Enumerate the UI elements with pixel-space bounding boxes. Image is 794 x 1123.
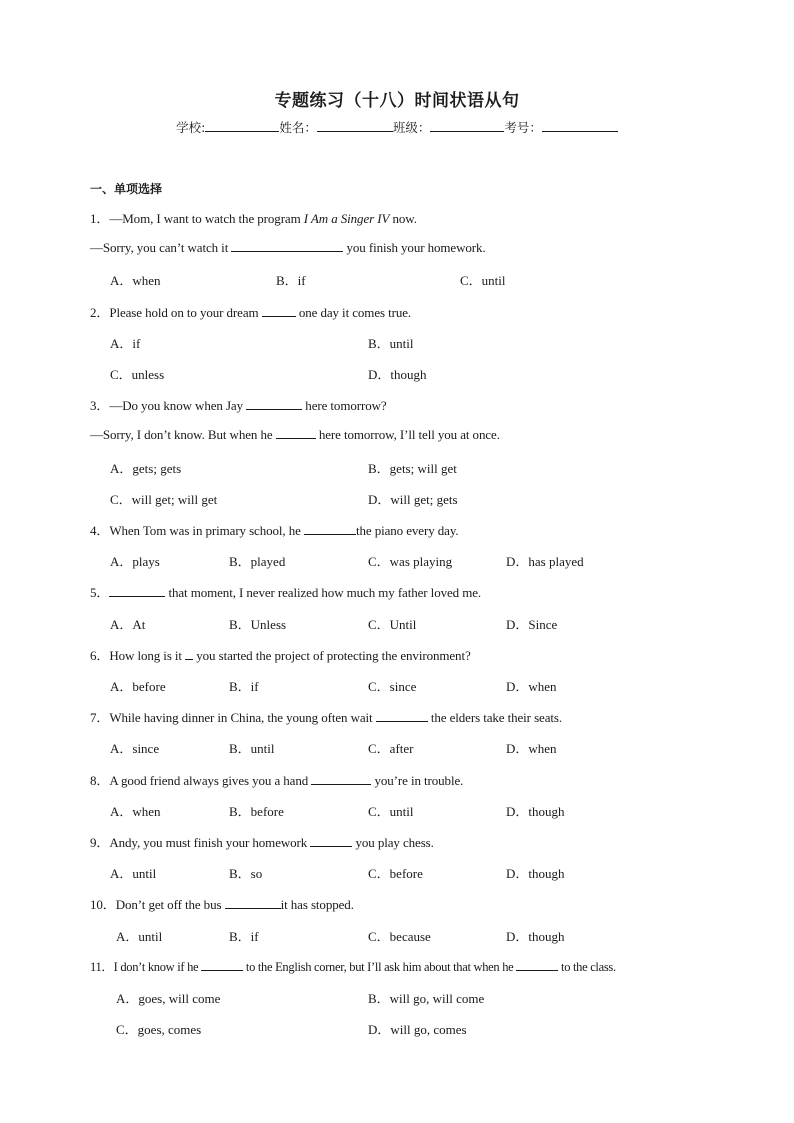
name-blank[interactable] xyxy=(317,119,393,132)
question-text: the elders take their seats. xyxy=(427,710,562,725)
class-label: 班级： xyxy=(392,120,431,135)
option-d[interactable]: D．when xyxy=(506,679,557,694)
option-a[interactable]: A．until xyxy=(116,929,163,944)
question-text: you started the project of protecting the environment? xyxy=(193,648,471,663)
option-d[interactable]: D．though xyxy=(506,866,565,881)
option-d[interactable]: D．will get; gets xyxy=(368,492,458,507)
option-a[interactable]: A．gets; gets xyxy=(110,461,182,476)
question-10 xyxy=(90,894,354,913)
question-9 xyxy=(90,832,434,851)
option-d[interactable]: D．though xyxy=(368,367,427,382)
option-d[interactable]: D．will go, comes xyxy=(368,1022,467,1037)
option-a[interactable]: A．before xyxy=(110,679,166,694)
answer-blank[interactable] xyxy=(109,584,165,597)
option-b[interactable]: B．Unless xyxy=(229,617,287,632)
question-number: 5． xyxy=(90,585,110,600)
option-c[interactable]: C．until xyxy=(368,804,414,819)
question-2 xyxy=(90,302,411,321)
option-c[interactable]: C．unless xyxy=(110,367,165,382)
option-a[interactable]: A．since xyxy=(110,741,160,756)
question-text: A good friend always gives you a hand xyxy=(109,773,312,788)
option-a[interactable]: A．until xyxy=(110,866,157,881)
question-number: 7． xyxy=(90,710,110,725)
page-title: 专题练习（十八）时间状语从句 xyxy=(274,91,520,111)
question-7 xyxy=(90,707,562,726)
question-text: How long is it xyxy=(109,648,186,663)
question-11 xyxy=(90,957,616,975)
option-b[interactable]: B．played xyxy=(229,554,286,569)
program-title: I Am a Singer IV xyxy=(303,211,390,226)
option-b[interactable]: B．before xyxy=(229,804,284,819)
option-b[interactable]: B．until xyxy=(368,336,414,351)
question-text: you’re in trouble. xyxy=(371,773,464,788)
question-number: 3． xyxy=(90,398,110,413)
question-text: I don’t know if he xyxy=(113,960,202,974)
exam-no-label: 考号： xyxy=(504,120,542,135)
option-b[interactable]: B．gets; will get xyxy=(368,461,457,476)
question-text: —Do you know when Jay xyxy=(109,398,247,413)
question-text: to the class. xyxy=(558,960,616,974)
school-blank[interactable] xyxy=(205,119,279,132)
question-number: 6． xyxy=(90,648,110,663)
question-text: you finish your homework. xyxy=(343,240,486,255)
question-5 xyxy=(90,582,481,601)
question-text: While having dinner in China, the young often wait xyxy=(109,710,376,725)
answer-blank[interactable] xyxy=(201,958,243,971)
answer-blank[interactable] xyxy=(246,397,302,410)
question-8 xyxy=(90,770,463,789)
answer-blank[interactable] xyxy=(225,896,281,909)
question-text: —Sorry, you can’t watch it xyxy=(90,240,232,255)
school-label: 学校: xyxy=(176,120,206,135)
option-d[interactable]: D．when xyxy=(506,741,557,756)
section-title: 一、单项选择 xyxy=(90,182,163,196)
option-b[interactable]: B．until xyxy=(229,741,275,756)
question-text: to the English corner, but I’ll ask him about that when he xyxy=(243,960,517,974)
answer-blank[interactable] xyxy=(262,304,296,317)
option-c[interactable]: C．goes, comes xyxy=(116,1022,202,1037)
option-a[interactable]: A．when xyxy=(110,273,161,288)
question-text: now. xyxy=(389,211,417,226)
question-text: Andy, you must finish your homework xyxy=(109,835,311,850)
option-c[interactable]: C．after xyxy=(368,741,414,756)
question-number: 11． xyxy=(90,960,114,974)
option-c[interactable]: C．Until xyxy=(368,617,417,632)
option-d[interactable]: D．has played xyxy=(506,554,584,569)
answer-blank[interactable] xyxy=(376,709,428,722)
option-c[interactable]: C．was playing xyxy=(368,554,453,569)
question-number: 4． xyxy=(90,523,110,538)
class-blank[interactable] xyxy=(430,119,504,132)
name-label: 姓名： xyxy=(279,120,317,135)
student-info-line xyxy=(0,118,794,136)
answer-blank[interactable] xyxy=(304,522,356,535)
question-number: 1． xyxy=(90,211,110,226)
question-3-line-2 xyxy=(90,426,500,443)
option-d[interactable]: D．though xyxy=(506,929,565,944)
option-b[interactable]: B．if xyxy=(229,929,259,944)
answer-blank[interactable] xyxy=(231,239,343,252)
question-text: here tomorrow, I’ll tell you at once. xyxy=(315,427,500,442)
option-c[interactable]: C．will get; will get xyxy=(110,492,218,507)
answer-blank[interactable] xyxy=(311,772,371,785)
question-4 xyxy=(90,520,459,539)
option-b[interactable]: B．if xyxy=(229,679,259,694)
answer-blank[interactable] xyxy=(516,958,558,971)
question-number: 8． xyxy=(90,773,110,788)
question-1-line-1 xyxy=(90,208,417,227)
question-text: it has stopped. xyxy=(280,897,354,912)
exam-no-blank[interactable] xyxy=(542,119,618,132)
question-text: one day it comes true. xyxy=(295,305,412,320)
option-a[interactable]: A．At xyxy=(110,617,146,632)
question-text: the piano every day. xyxy=(355,523,459,538)
question-text: that moment, I never realized how much my father loved me. xyxy=(165,585,482,600)
option-a[interactable]: A．when xyxy=(110,804,161,819)
option-b[interactable]: B．if xyxy=(276,273,306,288)
option-c[interactable]: C．because xyxy=(368,929,431,944)
question-6 xyxy=(90,645,471,664)
question-text: here tomorrow? xyxy=(302,398,387,413)
option-c[interactable]: C．before xyxy=(368,866,423,881)
question-3-line-1 xyxy=(90,395,387,414)
option-d[interactable]: D．Since xyxy=(506,617,558,632)
question-number: 9． xyxy=(90,835,110,850)
question-number: 2． xyxy=(90,305,110,320)
question-text: —Mom, I want to watch the program xyxy=(109,211,304,226)
answer-blank[interactable] xyxy=(310,834,352,847)
question-text: When Tom was in primary school, he xyxy=(109,523,304,538)
answer-blank[interactable] xyxy=(276,426,316,439)
option-c[interactable]: C．until xyxy=(460,273,506,288)
question-1-line-2 xyxy=(90,239,486,256)
option-d[interactable]: D．though xyxy=(506,804,565,819)
option-a[interactable]: A．if xyxy=(110,336,141,351)
option-b[interactable]: B．so xyxy=(229,866,263,881)
question-number: 10． xyxy=(90,897,116,912)
question-text: —Sorry, I don’t know. But when he xyxy=(90,427,276,442)
option-b[interactable]: B．will go, will come xyxy=(368,991,485,1006)
option-a[interactable]: A．plays xyxy=(110,554,160,569)
option-a[interactable]: A．goes, will come xyxy=(116,991,221,1006)
question-text: you play chess. xyxy=(352,835,434,850)
answer-blank[interactable] xyxy=(185,647,193,660)
option-c[interactable]: C．since xyxy=(368,679,417,694)
question-text: Please hold on to your dream xyxy=(109,305,262,320)
question-text: Don’t get off the bus xyxy=(115,897,225,912)
